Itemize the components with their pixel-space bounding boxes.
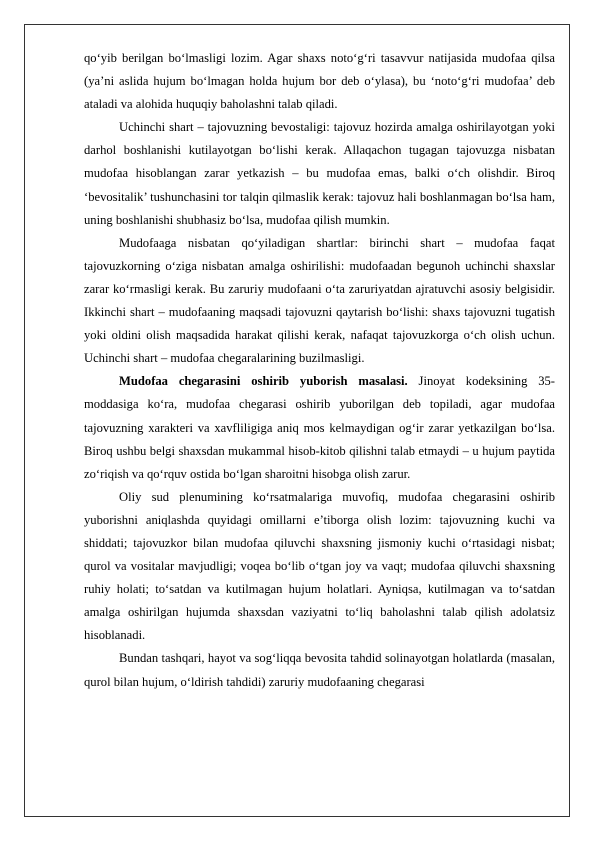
document-body <box>84 47 555 694</box>
paragraph-4-text: Jinoyat kodeksining 35-moddasiga ko‘ra, mudofaa chegarasi oshirib yuborilgan deb topiladi, agar mudofaa tajovuzning xarakteri va xavfliligiga aniq mos kelmaydigan og‘ir zarar yetkazilgan bo‘lsa. Biroq ushbu belgi shaxsdan mukammal hisob-kitob qilishni talab etmaydi – u hujum paytida zo‘riqish va qo‘rquv ostida bo‘lgan sharoitni hisobga olish zarur. <box>84 374 556 481</box>
paragraph-6-text: Bundan tashqari, hayot va sog‘liqqa bevosita tahdid solinayotgan holatlarda (masalan, qurol bilan hujum, o‘ldirish tahdidi) zaruriy mudofaaning chegarasi <box>84 651 555 689</box>
paragraph-4 <box>84 370 555 485</box>
paragraph-5 <box>84 486 555 648</box>
paragraph-1-text: qo‘yib berilgan bo‘lmasligi lozim. Agar shaxs noto‘g‘ri tasavvur natijasida mudofaa qilsa (ya’ni aslida hujum bo‘lmagan holda hujum bor deb o‘ylasa), bu ‘noto‘g‘ri mudofaa’ deb ataladi va alohida huquqiy baholashni talab qiladi. <box>84 51 555 112</box>
paragraph-6 <box>84 647 555 693</box>
paragraph-2 <box>84 116 555 231</box>
paragraph-5-text: Oliy sud plenumining ko‘rsatmalariga muvofiq, mudofaa chegarasini oshirib yuborishni aniqlashda quyidagi omillarni e’tiborga olish lozim: tajovuzning kuchi va shiddati; tajovuzkor bilan mudofaa qiluvchi shaxsning jismoniy kuchi o‘rtasidagi nisbat; qurol va vositalar mavjudligi; voqea bo‘lib o‘tgan joy va vaqt; mudofaa qiluvchi shaxsning ruhiy holati; to‘satdan va kutilmagan hujum holatlari. Ayniqsa, kutilmagan va to‘satdan amalga oshirilgan hujumda shaxsdan vaziyatni to‘liq baholashni talab qilish adolatsiz hisoblanadi. <box>84 489 555 643</box>
paragraph-3-text: Mudofaaga nisbatan qo‘yiladigan shartlar: birinchi shart – mudofaa faqat tajovuzkorning o‘ziga nisbatan amalga oshirilishi: mudofaadan begunoh uchinchi shaxslar zarar ko‘rmasligi kerak. Bu zaruriy mudofaani o‘ta zaruriyatdan ajratuvchi asosiy belgisidir. Ikkinchi shart – mudofaaning maqsadi tajovuzni qaytarish bo‘lishi: shaxs tajovuzni tugatish yoki oldini olish maqsadida harakat qilishi kerak, nafaqat tajovuzkorga o‘ch olish uchun. Uchinchi shart – mudofaa chegaralarining buzilmasligi. <box>84 235 555 366</box>
paragraph-3 <box>84 232 555 371</box>
section-heading: Mudofaa chegarasini oshirib yuborish masalasi. <box>119 374 408 389</box>
paragraph-1 <box>84 47 555 116</box>
paragraph-2-text: Uchinchi shart – tajovuzning bevostaligi: tajovuz hozirda amalga oshirilayotgan yoki darhol boshlanishi kutilayotgan bo‘lishi kerak. Allaqachon tugagan tajovuzga nisbatan mudofaa hisoblangan zarar yetkazish – bu mudofaa emas, balki o‘ch olishdir. Biroq ‘bevositalik’ tushunchasini tor talqin qilmaslik kerak: tajovuz hali boshlanmagan bo‘lsa ham, uning boshlanishi shubhasiz bo‘lsa, mudofaa qilish mumkin. <box>84 120 555 227</box>
